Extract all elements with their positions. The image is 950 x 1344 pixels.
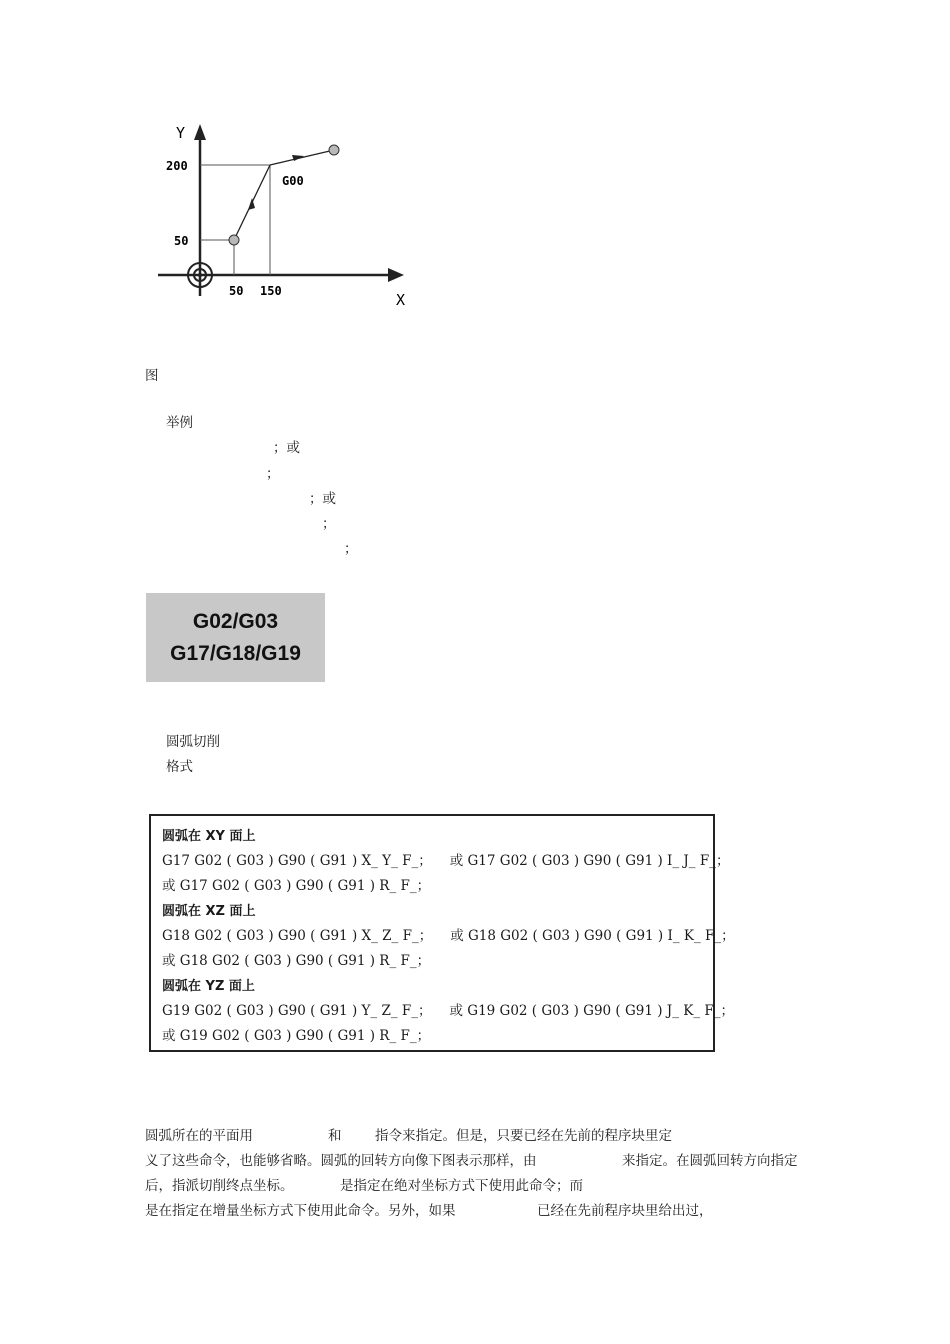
format-box xyxy=(149,814,735,1052)
point-end xyxy=(329,145,339,155)
y-axis-label: Y xyxy=(176,124,186,142)
paragraph-line-2a: 义了这些命令，也能够省略。圆弧的回转方向像下图表示那样，由 xyxy=(145,1153,537,1169)
format-code-alt: 或 G18 G02 ( G03 ) G90 ( G91 ) I_ K_ F_； xyxy=(450,928,735,944)
paragraph-line-4a: 是在指定在增量坐标方式下使用此命令。另外，如果 xyxy=(145,1203,456,1219)
paragraph-line-2b: 来指定。在圆弧回转方向指定 xyxy=(622,1153,798,1169)
format-line xyxy=(162,874,713,899)
format-code: G18 G02 ( G03 ) G90 ( G91 ) X_ Z_ F_； xyxy=(162,928,433,944)
format-code-alt: 或 G17 G02 ( G03 ) G90 ( G91 ) I_ J_ F_； xyxy=(449,853,730,869)
example-line-4: ； xyxy=(322,516,336,532)
coordinate-diagram xyxy=(152,118,422,318)
format-code: 或 G19 G02 ( G03 ) G90 ( G91 ) R_ F_； xyxy=(162,1028,431,1044)
format-code: 或 G18 G02 ( G03 ) G90 ( G91 ) R_ F_； xyxy=(162,953,431,969)
format-line xyxy=(162,949,713,974)
banner-line-2: G17/G18/G19 xyxy=(170,641,301,665)
section-title: 圆弧切削 xyxy=(166,734,220,750)
path-label: G00 xyxy=(282,174,304,188)
format-heading-xz: 圆弧在 XZ 面上 xyxy=(162,904,256,919)
format-code: G19 G02 ( G03 ) G90 ( G91 ) Y_ Z_ F_； xyxy=(162,1003,432,1019)
paragraph-line-1a: 圆弧所在的平面用 xyxy=(145,1128,253,1144)
format-heading-yz: 圆弧在 YZ 面上 xyxy=(162,979,255,994)
format-code: 或 G17 G02 ( G03 ) G90 ( G91 ) R_ F_； xyxy=(162,878,431,894)
format-line xyxy=(162,849,730,874)
y-tick-label-50: 50 xyxy=(174,234,189,248)
y-axis-arrow xyxy=(194,124,206,140)
paragraph-line-3b: 是指定在绝对坐标方式下使用此命令；而 xyxy=(340,1178,583,1194)
example-line-5: ； xyxy=(344,541,358,557)
example-line-2: ； xyxy=(266,466,280,482)
path-segment-2 xyxy=(270,150,334,165)
x-tick-label-150: 150 xyxy=(260,284,282,298)
format-heading-xy: 圆弧在 XY 面上 xyxy=(162,829,256,844)
figure-caption: 图 xyxy=(145,368,159,384)
paragraph-line-1b: 和 xyxy=(328,1128,342,1144)
banner-line-1: G02/G03 xyxy=(192,609,279,633)
example-line-3: ；或 xyxy=(309,491,336,507)
gcode-banner xyxy=(146,593,325,682)
y-tick-label-200: 200 xyxy=(166,159,188,173)
example-heading: 举例 xyxy=(166,415,193,431)
x-tick-label-50: 50 xyxy=(229,284,244,298)
format-code: G17 G02 ( G03 ) G90 ( G91 ) X_ Y_ F_； xyxy=(162,853,432,869)
point-start xyxy=(229,235,239,245)
x-axis-arrow xyxy=(388,268,404,282)
section-subtitle: 格式 xyxy=(166,759,193,775)
format-line xyxy=(162,1024,713,1049)
example-line-1: ；或 xyxy=(273,440,300,456)
format-line xyxy=(162,999,734,1024)
paragraph-line-1c: 指令来指定。但是，只要已经在先前的程序块里定 xyxy=(375,1128,672,1144)
x-axis-label: X xyxy=(396,291,406,309)
format-code-alt: 或 G19 G02 ( G03 ) G90 ( G91 ) J_ K_ F_； xyxy=(449,1003,734,1019)
paragraph-line-3a: 后，指派切削终点坐标。 xyxy=(145,1178,294,1194)
format-line xyxy=(162,924,735,949)
paragraph-line-4b: 已经在先前程序块里给出过， xyxy=(537,1203,713,1219)
